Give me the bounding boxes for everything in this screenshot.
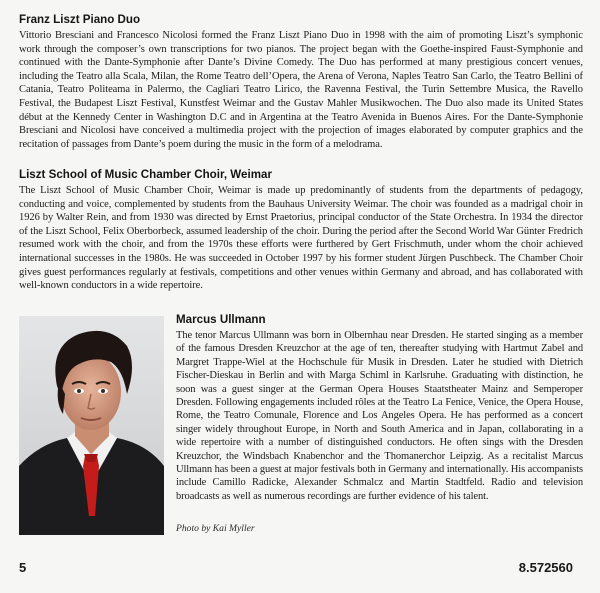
section-piano-duo (19, 13, 583, 151)
section-title: Marcus Ullmann (176, 313, 266, 326)
portrait-illustration (19, 316, 164, 535)
section-title: Franz Liszt Piano Duo (19, 13, 141, 26)
page-number: 5 (19, 560, 27, 575)
section-chamber-choir (19, 168, 583, 293)
section-body: The Liszt School of Music Chamber Choir, Weimar is made up predominantly of students from the departments of pedagogy, conducting and voice, complemented by students from the Bauhaus University Weimar. The choir was founded as a madrigal choir in 1926 by Walter Rein, and from 1930 was directed by Ernst Praetorius, principal conductor of the State Orchestra. In 1934 the director of the Liszt School, Felix Oberborbeck, assumed leadership of the choir. During the period after the Second World War Günter Fredrich resumed work with the choir, and from the 1970s these efforts were furthered by Gert Frischmuth, under whom the choir achieved international successes in the 1980s. He was succeeded in October 1997 by his former student Jürgen Puschbeck. The Chamber Choir gives guest performances regularly at festivals, competitions and other venues within Germany and abroad, and has collaborated with well-known conductors in a wide repertoire. (19, 185, 583, 292)
section-body: The tenor Marcus Ullmann was born in Olbernhau near Dresden. He started singing as a member of the famous Dresden Kreuzchor at the age of ten, thereafter studying with Hartmut Zabel and Margret Trappe-Wiel at the Hochschule für Musik in Dresden. Later he studied with Dietrich Fischer-Dieskau in Berlin and with Marga Schiml in Karlsruhe. Graduating with distinction, he soon was a guest singer at the German Opera Houses Staatstheater Mainz and Semperoper Dresden. Following engagements included rôles at the Teatro La Fenice, Venice, the Opera House, Rome, the Teatro Comunale, Florence and Los Angeles Opera. He has performed as a concert singer widely throughout Europe, in North and South America and in Japan, collaborating in a wide repertoire with a number of distinguished conductors. He often sings with the Dresden Kreuzchor, the Windsbach Knabenchor and the Thomanerchor Leipzig. As a recitalist Marcus Ullmann has been a guest at major festivals both in Germany and internationally. His accompanists include Camillo Radicke, Alexander Schmalcz and Martin Stadtfeld. Radio and television broadcasts as well as numerous recordings are further evidence of his talent. (176, 330, 583, 502)
section-marcus-ullmann (176, 313, 583, 503)
section-body: Vittorio Bresciani and Francesco Nicolosi formed the Franz Liszt Piano Duo in 1998 with the aim of promoting Liszt’s symphonic work through the composer’s own transcriptions for two pianos. The project began with the Goethe-inspired Faust-Symphonie and continued with the Dante-Symphonie after Dante’s Divine Comedy. The Duo has performed at many prestigious concert venues, including the Teatro alla Scala, Milan, the Rome Teatro dell’Opera, the Arena of Verona, Naples Teatro San Carlo, the Teatro Bellini of Catania, Teatro Politeama in Palermo, the Cagliari Teatro Lirico, the Ravenna Festival, the Turin Settembre Musica, the Ravello Festival, the Budapest Liszt Festival, Kunstfest Weimar and the Gustav Mahler Musikwochen. The Duo also made its United States début at the Kennedy Center in Washington D.C and in Argentina at the Teatro Avenida in Buenos Aires. For the Dante-Symphonie Bresciani and Nicolosi have conceived a multimedia project with the projection of images elaborated by computer graphics and the recitation of passages from Dante’s poem during the music in the form of a melodrama. (19, 30, 583, 150)
catalogue-number: 8.572560 (518, 560, 573, 575)
section-title: Liszt School of Music Chamber Choir, Weimar (19, 168, 272, 181)
portrait-photo (19, 316, 164, 535)
photo-caption: Photo by Kai Myller (176, 523, 255, 534)
